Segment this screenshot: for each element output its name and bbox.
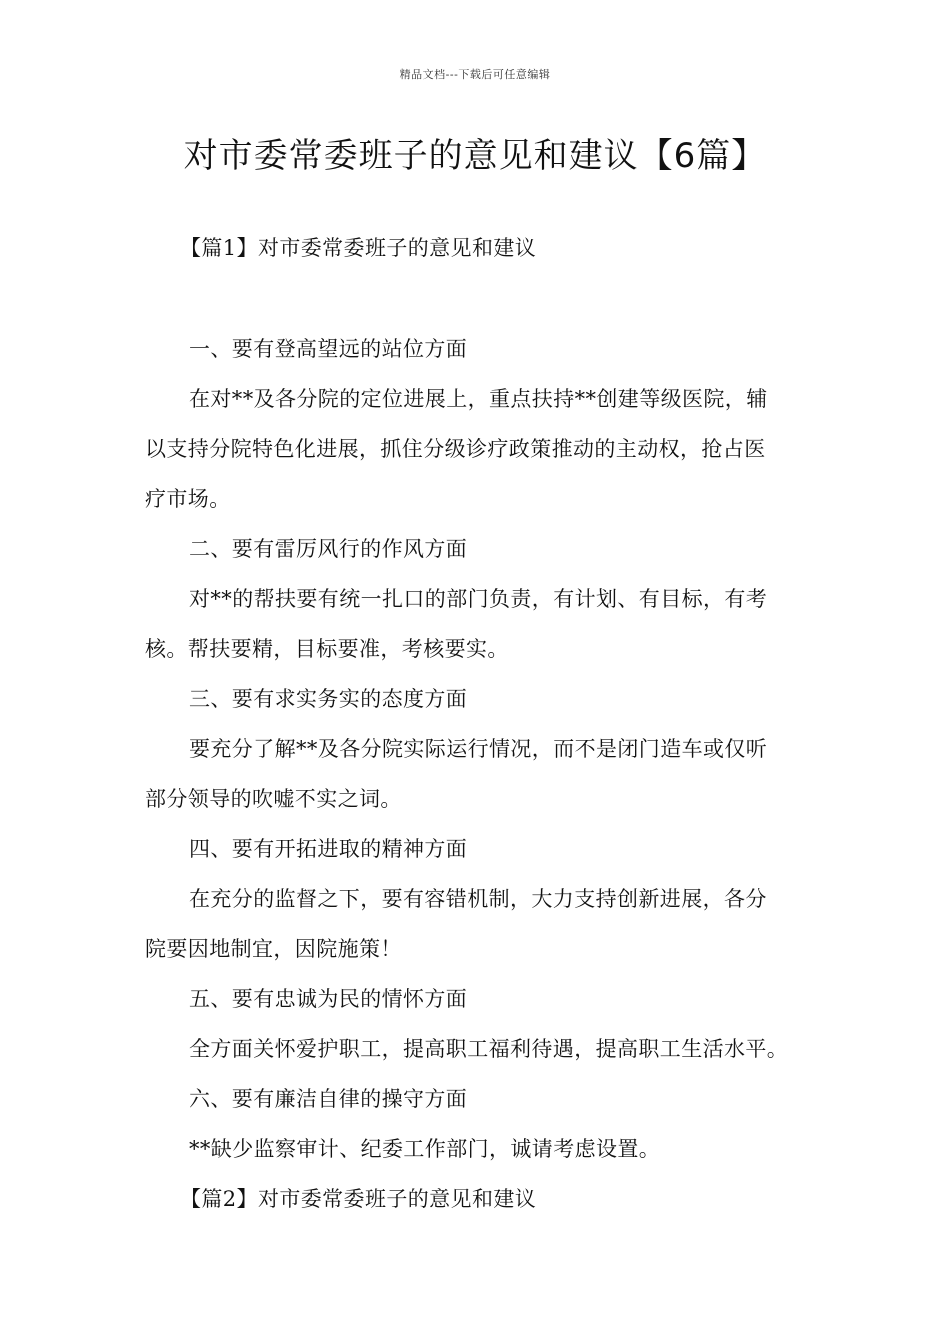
item-1-line-2: 以支持分院特色化进展，抓住分级诊疗政策推动的主动权，抢占医: [145, 437, 766, 461]
item-1-line-1: 在对**及各分院的定位进展上，重点扶持**创建等级医院，辅: [189, 387, 768, 411]
item-4-line-2: 院要因地制宜，因院施策！: [145, 937, 402, 961]
item-4-line-1: 在充分的监督之下，要有容错机制，大力支持创新进展，各分: [189, 887, 767, 911]
item-3-line-2: 部分领导的吹嘘不实之词。: [145, 787, 402, 811]
section-2-heading: 【篇2】对市委常委班子的意见和建议: [180, 1187, 537, 1211]
header-note: 精品文档---下载后可任意编辑: [399, 68, 551, 81]
item-2-line-2: 核。帮扶要精，目标要准，考核要实。: [145, 637, 509, 661]
section-1-heading: 【篇1】对市委常委班子的意见和建议: [180, 236, 537, 260]
item-3-heading: 三、要有求实务实的态度方面: [189, 687, 468, 711]
document-title: 对市委常委班子的意见和建议【6篇】: [183, 136, 767, 176]
document-body: [145, 324, 810, 1224]
item-5-heading: 五、要有忠诚为民的情怀方面: [189, 987, 468, 1011]
item-1-line-3: 疗市场。: [145, 487, 231, 511]
item-4-heading: 四、要有开拓进取的精神方面: [189, 837, 468, 861]
item-2-heading: 二、要有雷厉风行的作风方面: [189, 537, 468, 561]
item-2-line-1: 对**的帮扶要有统一扎口的部门负责，有计划、有目标，有考: [189, 587, 768, 611]
item-6-line-1: **缺少监察审计、纪委工作部门，诚请考虑设置。: [189, 1137, 661, 1161]
item-1-heading: 一、要有登高望远的站位方面: [189, 337, 468, 361]
item-5-line-1: 全方面关怀爱护职工，提高职工福利待遇，提高职工生活水平。: [189, 1037, 789, 1061]
item-6-heading: 六、要有廉洁自律的操守方面: [189, 1087, 468, 1111]
item-3-line-1: 要充分了解**及各分院实际运行情况，而不是闭门造车或仅听: [189, 737, 768, 761]
